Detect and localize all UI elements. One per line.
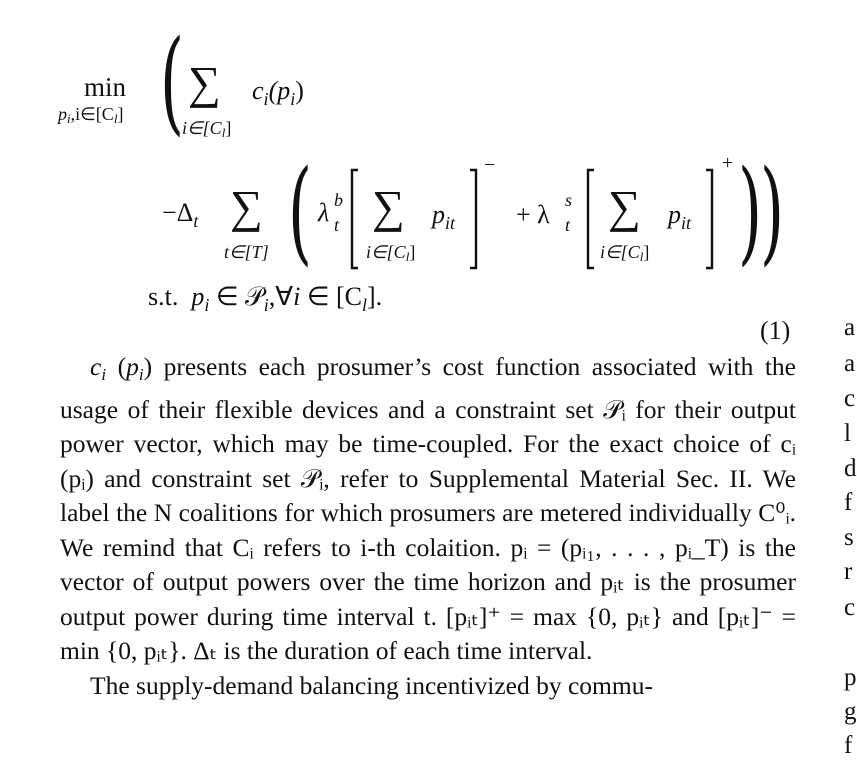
edge-letter: f — [844, 732, 853, 759]
paragraph-2: The supply-demand balancing incentivized by commu- — [90, 670, 653, 700]
lambda-b-sup: b — [334, 190, 343, 210]
lambda-s-sub: t — [565, 215, 571, 235]
p-it-1: $p_{it}$ — [432, 200, 456, 233]
edge-letter: s — [844, 524, 854, 551]
bracket-1-sup-minus: − — [484, 154, 496, 176]
p-it-2: $p_{it}$ — [668, 200, 692, 233]
equation-number: (1) — [760, 316, 791, 345]
inner-right-paren: ) — [738, 147, 763, 277]
plus-lambda-s: + λ — [516, 200, 550, 229]
min-subscript: pi,i∈[Cl] — [58, 104, 124, 126]
min-operator: min — [84, 72, 127, 102]
inner-left-paren: ( — [288, 147, 313, 277]
sum-symbol-2: ∑ — [372, 181, 405, 232]
cost-term: $c_i(p_i)$ — [252, 76, 304, 109]
bracket-2-sup-plus: + — [722, 152, 734, 174]
outer-right-paren: ) — [760, 147, 785, 277]
edge-letter: c — [844, 594, 856, 621]
outer-left-paren: ( — [160, 17, 185, 147]
edge-letter: r — [844, 558, 853, 585]
edge-letter: c — [844, 385, 856, 412]
lambda-b-sub: t — [334, 215, 340, 235]
minus-delta-t: $-\Delta_t$ — [162, 198, 199, 231]
sum-limit-1: i∈[Cl] — [182, 118, 232, 140]
edge-letter: g — [844, 698, 857, 725]
paragraph-1: ci (pi) presents each prosumer’s cost function associated with the usage of their flexible devices and a constraint set 𝒫ᵢ for their output power vector, which may be time-coupled. For the exact choice of cᵢ (pᵢ) and constraint set 𝒫ᵢ, refer to Supplemental Material Sec. II. We label the N coalitions for which prosumers are metered individually C⁰ᵢ. We remind that Cᵢ refers to i-th colaition. pᵢ = (pᵢ₁, . . . , pᵢ_T) is the vector of output powers over the time horizon and pᵢₜ is the prosumer output power during time interval t. [pᵢₜ]⁺ = max {0, pᵢₜ} and [pᵢₜ]⁻ = min {0, pᵢₜ}. Δₜ is the duration of each time interval. — [60, 352, 796, 665]
sum-symbol-3: ∑ — [608, 181, 641, 232]
edge-letter: d — [844, 455, 857, 482]
edge-letter: f — [844, 489, 853, 516]
edge-letter: l — [844, 420, 851, 447]
lambda-s-sup: s — [565, 190, 573, 210]
sum-symbol-1: ∑ — [188, 57, 221, 108]
sum-limit-2: i∈[Cl] — [366, 242, 416, 264]
edge-letter: a — [844, 350, 856, 377]
constraint-line: s.t. $p_i$ ∈ 𝒫$_i$,∀i ∈ $[C_l]$. — [148, 282, 383, 315]
edge-letter: a — [844, 314, 856, 341]
sum-limit-3: i∈[Cl] — [600, 242, 650, 264]
edge-letter: p — [844, 664, 857, 691]
lambda-b: λ — [318, 198, 330, 227]
sum-limit-t: t∈[T] — [224, 242, 269, 262]
sum-symbol-t: ∑ — [230, 181, 263, 232]
body-text-column — [60, 350, 796, 703]
